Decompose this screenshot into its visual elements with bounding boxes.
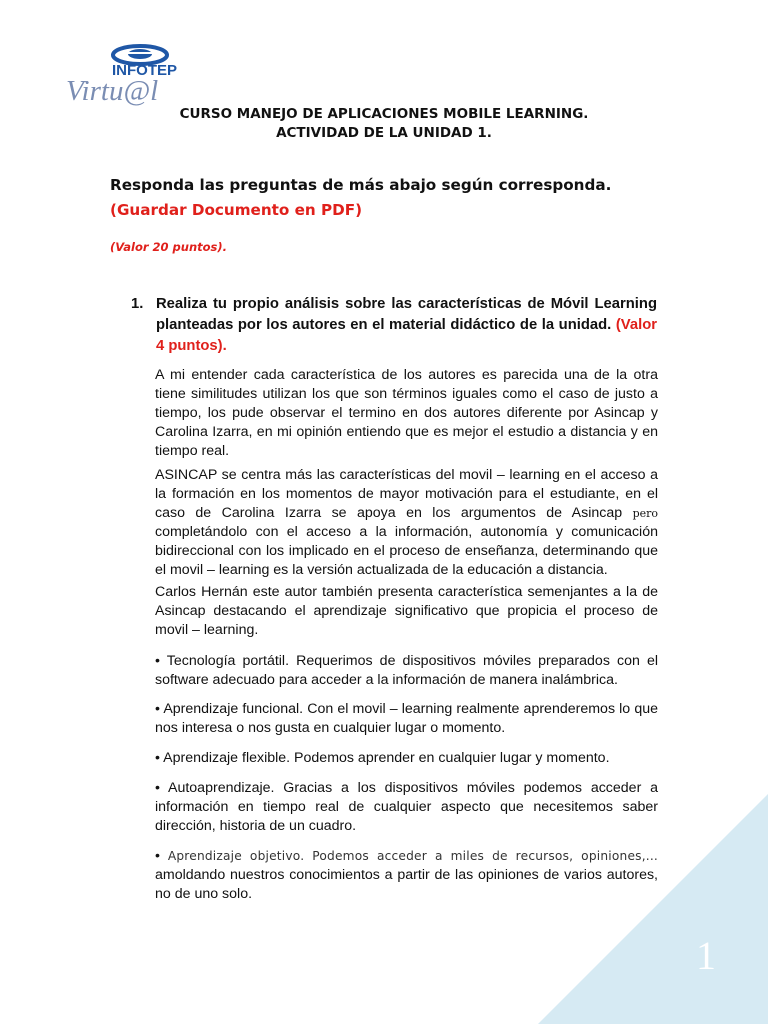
list-item <box>155 700 658 738</box>
question-text-wrap <box>156 294 657 357</box>
answer-p2-small-word: pero <box>632 507 658 520</box>
question-text: Realiza tu propio análisis sobre las características de Móvil Learning planteadas por los autores en el material didáctico de la unidad. <box>156 296 657 333</box>
list-item-text: Tecnología portátil. Requerimos de dispositivos móviles preparados con el software adecuado para acceder a la información de manera inalámbrica. <box>155 653 658 688</box>
question-value: (Valor 4 puntos). <box>156 317 657 354</box>
answer-paragraph-2 <box>155 466 658 580</box>
corner-triangle-shape <box>538 794 768 1024</box>
list-item-text: Autoaprendizaje. Gracias a los dispositivos móviles podemos acceder a información en tiempo real de cualquier aspecto que necesitemos saber dirección, historia de un cuadro. <box>155 780 658 834</box>
list-item-text-light: Aprendizaje objetivo. Podemos acceder a miles de recursos, opiniones,... <box>167 849 658 863</box>
infotep-virtual-logo <box>64 40 184 106</box>
list-item <box>155 749 658 768</box>
list-item-text: Aprendizaje flexible. Podemos aprender en cualquier lugar y momento. <box>163 750 610 766</box>
question-number: 1. <box>131 296 144 312</box>
logo-graphic <box>64 40 184 106</box>
list-item-text: Aprendizaje funcional. Con el movil – learning realmente aprenderemos lo que nos interesa o nos gusta en cualquier lugar o momento. <box>155 701 658 736</box>
list-item-text: amoldando nuestros conocimientos a partir de las opiniones de varios autores, no de uno solo. <box>155 867 658 902</box>
page-number: 1 <box>696 933 716 978</box>
title-line-2: ACTIVIDAD DE LA UNIDAD 1. <box>276 125 492 141</box>
bullet-icon: • <box>155 848 160 864</box>
bullet-icon: • <box>155 750 160 766</box>
instructions <box>110 173 670 223</box>
document-title <box>0 105 768 143</box>
bullet-icon: • <box>155 701 160 717</box>
answer-p2-part-a: ASINCAP se centra más las características del movil – learning en el acceso a la formación en los momentos de mayor motivación para el estudiante, en el caso de Carolina Izarra se apoya en los argumentos de Asincap <box>155 467 658 521</box>
list-item <box>155 652 658 690</box>
bullet-icon: • <box>155 653 160 669</box>
page-corner-decoration <box>538 794 768 1024</box>
logo-sub-text: Virtu@l <box>66 75 159 106</box>
question-1 <box>131 294 657 357</box>
instructions-text: Responda las preguntas de más abajo según corresponda. <box>110 176 612 194</box>
answer-paragraph-3: Carlos Hernán este autor también presenta característica semenjantes a la de Asincap destacando el aprendizaje significativo que propicia el proceso de movil – learning. <box>155 584 658 638</box>
answer-paragraph-1: A mi entender cada característica de los autores es parecida una de la otra tiene similitudes utilizan los que son términos iguales como el caso de justo a tiempo, los pude observar el termino en dos autores diferente por Asincap y Carolina Izarra, en mi opinión entiendo que es mejor el estudio a distancia y en tiempo real. <box>155 367 658 459</box>
instructions-value: (Valor 20 puntos). <box>110 240 228 254</box>
logo-brand-text: INFOTEP <box>112 62 178 79</box>
answer-p2-part-b: completándolo con el acceso a la información, autonomía y comunicación bidireccional con los implicado en el proceso de enseñanza, determinando que el movil – learning es la versión actualizada de la educación a distancia. <box>155 524 658 578</box>
title-line-1: CURSO MANEJO DE APLICACIONES MOBILE LEARNING. <box>179 106 589 122</box>
bullet-icon: • <box>155 780 160 796</box>
instructions-highlight: (Guardar Documento en PDF) <box>110 201 363 219</box>
